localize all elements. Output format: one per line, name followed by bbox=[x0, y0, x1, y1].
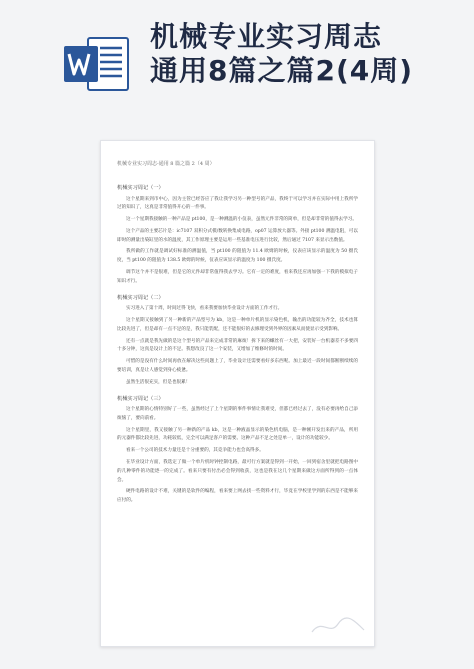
section-title: 机械实习周记（一） bbox=[117, 185, 164, 191]
corner-scribble bbox=[308, 614, 368, 638]
paragraph: 这个星期里，我又接触了另一种新的产品 kb，这是一种液晶显示的染色机电脑，是一种刚开发出来的产品，所用的元器件都比较先进，功耗较低，完全可以满足客户的需要。这种产品不足之处是单一，设计的功能较少。 bbox=[117, 427, 358, 442]
paragraph: 在毕业设计方面，我选定了做一个单片机时钟控制电路，最可行方案就是得到一开始，一回到宿舍里就把电路图中的几种零件的功能逐一的完成了。看来只要有付出必会得到收获，这也是我在这几个星期来做这方面所得到的一点体会。 bbox=[117, 460, 358, 483]
document-page bbox=[100, 140, 375, 647]
header-banner bbox=[0, 0, 474, 118]
page-title bbox=[150, 20, 470, 88]
section-2 bbox=[117, 295, 358, 388]
title-line-2: 通用8篇之篇2(4周) bbox=[150, 54, 414, 87]
paragraph: 这个星期又接触到了另一种新的产品型号为 kb，这是一种单片机的显示染色机，输出的功能较为齐全，技术也算比较先进了，但是却有一点不足的是，我只能装配，还不能很好的去修理受到外界的因素从而使显示受到影响。 bbox=[117, 317, 358, 332]
paragraph: 这个星期来到市中心，因为主管已经答应了我让我学习另一种型号的产品，我终于可以学习并在实际中用上我所学过的知识了，这真是非常值得开心的一件事。 bbox=[117, 196, 358, 211]
section-3 bbox=[117, 396, 358, 506]
section-title: 机械实习周记（三） bbox=[117, 395, 164, 402]
paragraph: 可惜的是没有什么时间再放在解决这些问题上了，毕业设计还需要看好多东西呢。加上最近一段时间都断断续续的要培训，真是让人感觉到身心疲惫。 bbox=[117, 359, 358, 373]
document-header-line: 机械专业实习周志-通用 8 篇之篇 2（4 周） bbox=[117, 161, 215, 167]
section-title: 机械实习周记（二） bbox=[117, 294, 164, 301]
paragraph: 我所做的工作就是调试好标准的测温值，当 pt100 的阻值为 11.4 欧姆的时候，仪表应该显示的温度为 50 摄氏度，当 pt100 的阻值为 138.5 欧姆的时候，仪表应该显示的温度为 100 摄氏度。 bbox=[117, 249, 358, 264]
word-doc-icon bbox=[62, 34, 132, 94]
paragraph: 这一个星期我接触的一种产品是 pt100，是一种测温的小仪表，虽然元件非常的简单，但是却非常的值得去学习。 bbox=[126, 217, 357, 223]
paragraph: 调节这个并不是很难，但是它的元件却非常值得我去学习。它有一定的难度，看来我还应再加强一下我的模拟电子知识才行。 bbox=[117, 270, 358, 284]
section-1 bbox=[117, 185, 358, 287]
paragraph: 这个产品的主要芯片是：ic7107 双积分式模/数转换集成电路，op07 运算放大器等。外接 pt100 测温电阻，可以即时的测量出染缸里的水的温度，其工作原理主要是运用一些基准电压进行比较，然后通过 7107 来显示出数值。 bbox=[117, 228, 358, 243]
paragraph: 硬件电路的设计不难，关键的是软件的编程，看来要上网去找一些资料才行，毕竟在学校里学到的东西是不能够来应付的。 bbox=[117, 489, 358, 504]
paragraph: 看来一个公司的技术力量还是十分重要的，其竞争能力也会高得多。 bbox=[126, 448, 264, 454]
document-body bbox=[117, 161, 358, 509]
paragraph: 虽然生活很充实，但是也很累！ bbox=[126, 379, 191, 385]
title-line-1: 机械专业实习周志 bbox=[150, 20, 383, 53]
paragraph: 实习进入了第十周，时间过得飞快，看来我要加快毕业设计方面的工作才行。 bbox=[126, 306, 283, 312]
paragraph: 这个星期的心情特别好了一些，虽然经过了上个星期的事件事情让我难受，但都已经过去了，没有必要再给自己添烦恼了，要向前看。 bbox=[117, 407, 358, 421]
paragraph: 还有一点就是我先做的是这个型号的产品来完成非常的麻烦！拆下来的螺丝有一大把，安装好一台机器差不多要四十多分钟，这真是设计上的不足。我想改良了这一个安装，又增加了维修时的时间。 bbox=[117, 338, 358, 353]
